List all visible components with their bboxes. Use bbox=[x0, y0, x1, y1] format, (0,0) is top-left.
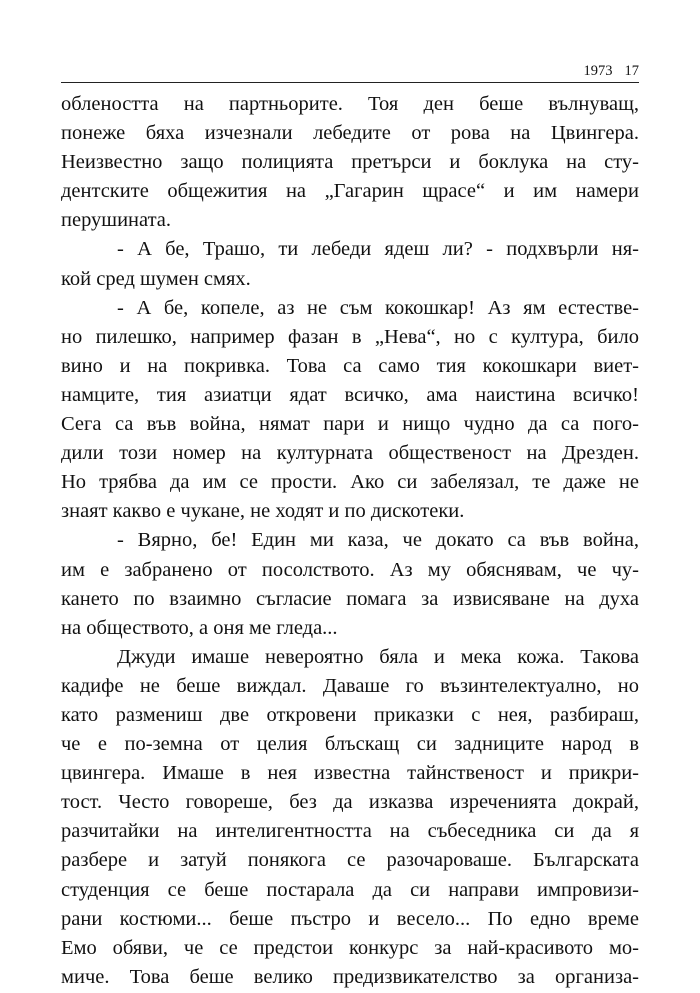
text-line: облеността на партньорите. Тоя ден беше вълнуващ, bbox=[61, 93, 639, 115]
text-line: - А бе, Трашо, ти лебеди ядеш ли? - подхвърли ня- bbox=[117, 238, 639, 261]
text-line: тост. Често говореше, без да изказва изреченията докрай, bbox=[61, 791, 639, 814]
text-line: но пилешко, например фазан в „Нева“, но с култура, било bbox=[61, 325, 639, 348]
text-line: рани костюми... беше пъстро и весело... По едно време bbox=[61, 907, 639, 930]
text-line: Но трябва да им се прости. Ако си забелязал, те даже не bbox=[61, 471, 639, 494]
text-line: като размениш две откровени приказки с нея, разбираш, bbox=[61, 703, 639, 726]
text-line: разбере и затуй понякога се разочароваше. Българската bbox=[61, 849, 639, 872]
text-line: Неизвестно защо полицията претърси и боклука на сту- bbox=[61, 151, 639, 174]
text-line: цвингера. Имаше в нея известна тайнственост и прикри- bbox=[61, 762, 639, 785]
running-head-year: 1973 bbox=[583, 63, 613, 79]
text-line: намците, тия азиатци ядат всичко, ама наистина всичко! bbox=[61, 383, 639, 406]
text-line: Емо обяви, че се предстои конкурс за най-красивото мо- bbox=[61, 936, 639, 959]
text-line: кането по взаимно съгласие помага за извисяване на духа bbox=[61, 587, 639, 610]
text-line: знаят какво е чукане, не ходят и по дискотеки. bbox=[61, 500, 465, 523]
text-line: кой сред шумен смях. bbox=[61, 267, 251, 290]
text-line: понеже бяха изчезнали лебедите от рова на Цвингера. bbox=[61, 122, 639, 145]
running-head-content bbox=[584, 62, 640, 80]
running-head bbox=[61, 60, 639, 83]
text-line: на обществото, а оня ме гледа... bbox=[61, 616, 338, 639]
text-line: дили този номер на културната общественост на Дрезден. bbox=[61, 442, 639, 465]
text-line: Сега са във война, нямат пари и нищо чудно да са пого- bbox=[61, 413, 639, 436]
text-line: - Вярно, бе! Един ми каза, че докато са във война, bbox=[117, 529, 639, 552]
text-line: че е по-земна от целия блъскащ си задниците народ в bbox=[61, 733, 639, 756]
body-text bbox=[61, 90, 639, 992]
page-number: 17 bbox=[624, 63, 639, 79]
text-line: им е забранено от посолството. Аз му обяснявам, че чу- bbox=[61, 558, 639, 581]
text-line: вино и на покривка. Това са само тия кокошкари виет- bbox=[61, 354, 639, 377]
text-line: Джуди имаше невероятно бяла и мека кожа. Такова bbox=[117, 645, 639, 668]
text-line: дентските общежития на „Гагарин щрасе“ и им намери bbox=[61, 180, 639, 203]
text-line: студенция се беше постарала да си направи импровизи- bbox=[61, 878, 639, 901]
text-line: - А бе, копеле, аз не съм кокошкар! Аз ям естестве- bbox=[117, 296, 639, 319]
text-line: разчитайки на интелигентността на събеседника си да я bbox=[61, 820, 639, 843]
text-line: перушината. bbox=[61, 209, 172, 232]
text-line: кадифе не беше виждал. Даваше го възинтелектуално, но bbox=[61, 674, 639, 697]
text-line: миче. Това беше велико предизвикателство за организа- bbox=[61, 965, 639, 988]
